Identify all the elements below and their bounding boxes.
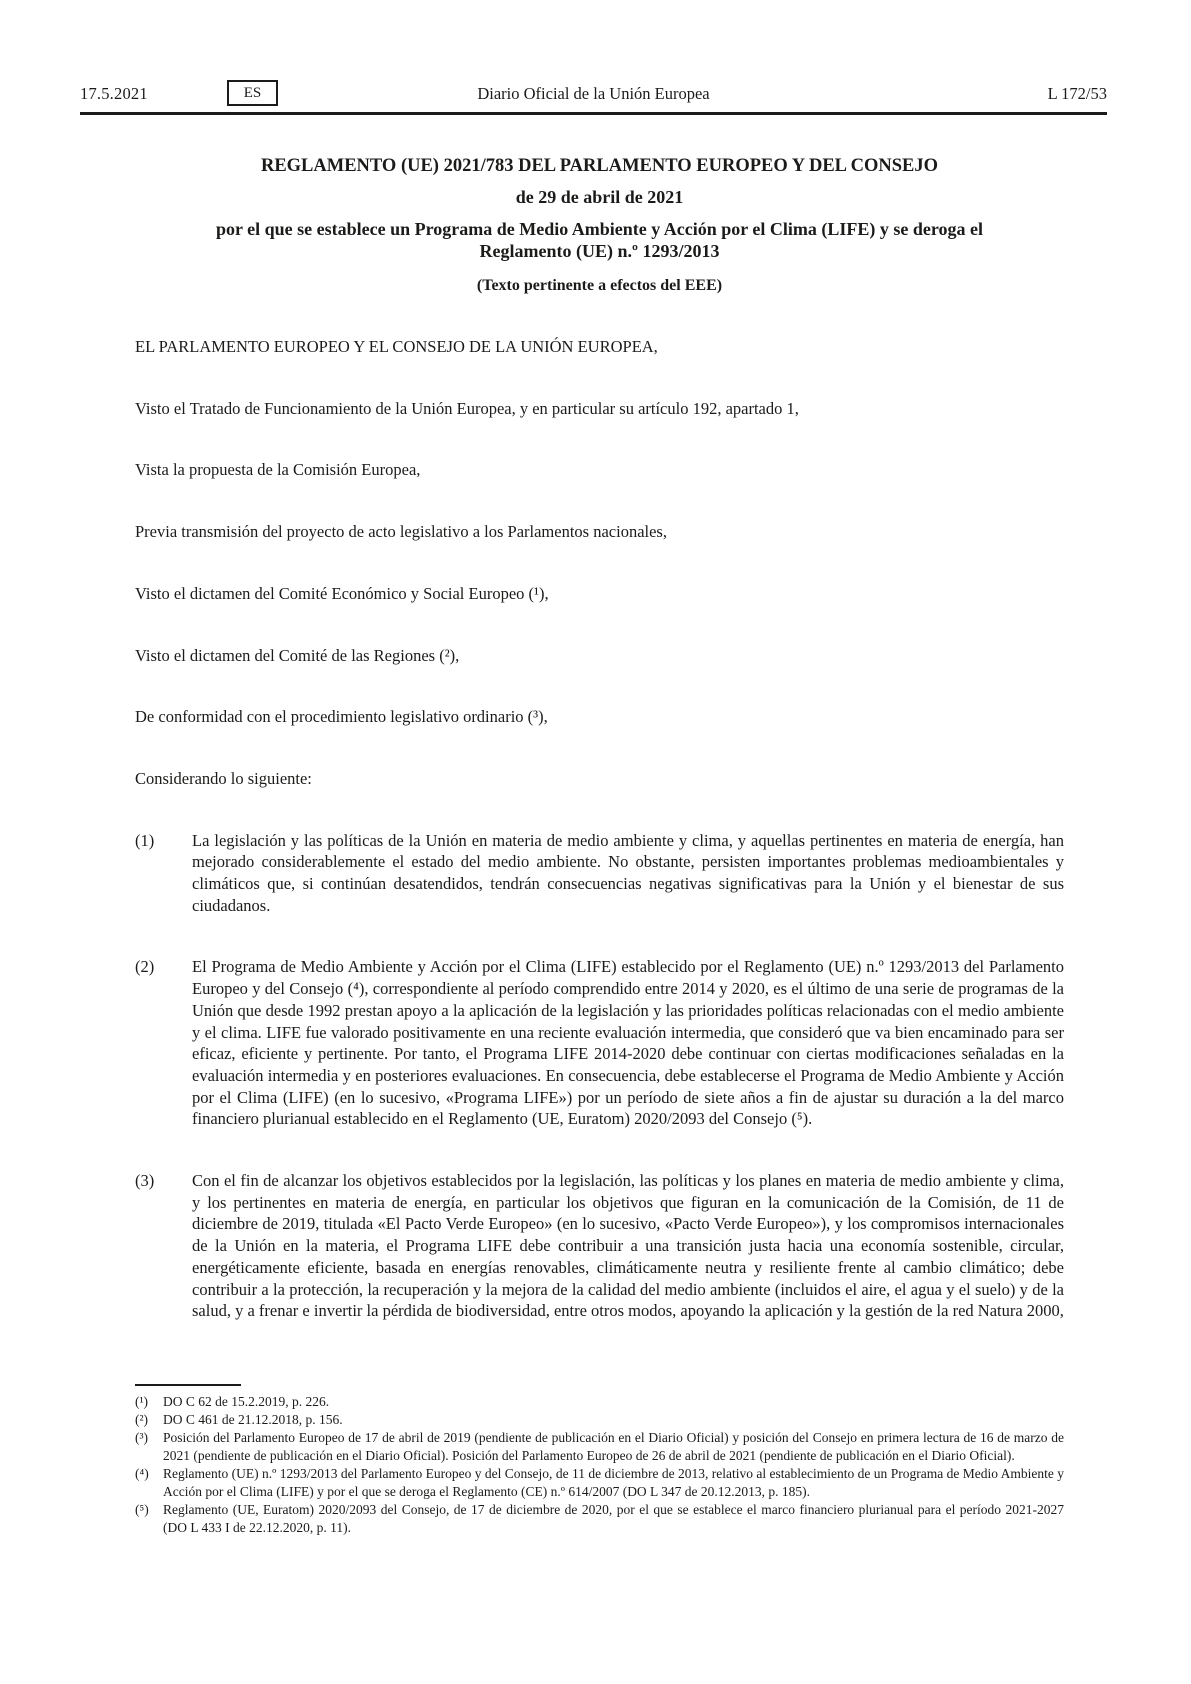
footnote-text: DO C 62 de 15.2.2019, p. 226.: [163, 1394, 330, 1409]
preamble-citation-cor-opinion: Visto el dictamen del Comité de las Regiones (²),: [135, 645, 460, 665]
recital-text: La legislación y las políticas de la Unión en materia de medio ambiente y clima, y aquellas pertinentes en materia de energía, han mejorado considerablemente el estado del medio ambiente. No obstante, persisten importantes problemas medioambientales y climáticos que, si continúan desatendidos, tendrán consecuencias negativas significativas para la Unión y el bienestar de sus ciudadanos.: [192, 830, 1064, 915]
header-date: 17.5.2021: [80, 84, 148, 103]
footnote-text: DO C 461 de 21.12.2018, p. 156.: [163, 1412, 343, 1427]
footnote-marker: (⁴): [135, 1466, 149, 1481]
regulation-title: REGLAMENTO (UE) 2021/783 DEL PARLAMENTO EUROPEO Y DEL CONSEJO: [260, 156, 939, 176]
title-block: [135, 154, 1064, 296]
footnote-marker: (¹): [135, 1394, 149, 1409]
preamble-recitals-intro: Considerando lo siguiente:: [135, 768, 312, 788]
preamble-citation-proposal: Vista la propuesta de la Comisión Europea,: [135, 460, 421, 480]
journal-title: Diario Oficial de la Unión Europea: [477, 84, 710, 103]
header-rule: [80, 112, 1107, 115]
recital-2: [135, 956, 1064, 1130]
recital-text: Con el fin de alcanzar los objetivos establecidos por la legislación, las políticas y los planes en materia de medio ambiente y clima, y los pertinentes en materia de energía, en particular los objetivos que figuran en la comunicación de la Comisión, de 11 de diciembre de 2019, titulada «El Pacto Verde Europeo» (en lo sucesivo, «Pacto Verde Europeo»), y los compromisos internacionales de la Unión en la materia, el Programa LIFE debe contribuir a una transición justa hacia una economía sostenible, circular, energéticamente eficiente, basada en energías renovables, climáticamente neutra y resiliente frente al cambio climático; debe contribuir a la protección, la recuperación y la mejora de la calidad del medio ambiente (incluidos el aire, el agua y el suelo) y de la salud, y a frenar e invertir la pérdida de biodiversidad, entre otros modos, apoyando la aplicación y la gestión de la red Natura 2000,: [192, 1171, 1064, 1321]
preamble-citation-treaty: Visto el Tratado de Funcionamiento de la Unión Europea, y en particular su artículo 192, apartado 1,: [135, 398, 799, 418]
recital-number: (3): [135, 1171, 155, 1191]
preamble: [135, 336, 1064, 790]
footnote-text: Posición del Parlamento Europeo de 17 de abril de 2019 (pendiente de publicación en el Diario Oficial) y posición del Consejo en primera lectura de 16 de marzo de 2021 (pendiente de publicación en el Diario Oficial). Posición del Parlamento Europeo de 26 de abril de 2021 (pendiente de publicación en el Diario Oficial).: [163, 1430, 1064, 1463]
recital-number: (1): [135, 830, 155, 850]
recital-text: El Programa de Medio Ambiente y Acción por el Clima (LIFE) establecido por el Reglamento (UE) n.º 1293/2013 del Parlamento Europeo y del Consejo (⁴), correspondiente al período comprendido entre 2014 y 2020, es el último de una serie de programas de la Unión que desde 1992 prestan apoyo a la aplicación de la legislación y las prioridades políticas relacionadas con el medio ambiente y el clima. LIFE fue valorado positivamente en una reciente evaluación intermedia, que consideró que va bien encaminado para ser eficaz, eficiente y pertinente. Por tanto, el Programa LIFE 2014-2020 debe continuar con ciertas modificaciones señaladas en la evaluación intermedia y en posteriores evaluaciones. En consecuencia, debe establecerse el Programa de Medio Ambiente y Acción por el Clima (LIFE) (en lo sucesivo, «Programa LIFE») por un período de siete años a fin de ajustar su duración a la del marco financiero plurianual establecido en el Reglamento (UE, Euratom) 2020/2093 del Consejo (⁵).: [192, 957, 1064, 1129]
preamble-citation-procedure: De conformidad con el procedimiento legislativo ordinario (³),: [135, 707, 548, 727]
footnote-3: [135, 1429, 1064, 1465]
preamble-citation-eesc-opinion: Visto el dictamen del Comité Económico y Social Europeo (¹),: [135, 583, 549, 603]
eee-relevance-note: (Texto pertinente a efectos del EEE): [476, 277, 723, 294]
regulation-date: de 29 de abril de 2021: [515, 187, 684, 207]
page-reference: L 172/53: [1047, 84, 1107, 103]
recital-1: [135, 830, 1064, 917]
footnote-2: [135, 1411, 1064, 1429]
preamble-institutions: EL PARLAMENTO EUROPEO Y EL CONSEJO DE LA UNIÓN EUROPEA,: [135, 337, 658, 356]
footnote-text: Reglamento (UE, Euratom) 2020/2093 del Consejo, de 17 de diciembre de 2020, por el que se establece el marco financiero plurianual para el período 2021-2027 (DO L 433 I de 22.12.2020, p. 11).: [163, 1502, 1064, 1535]
regulation-subject: por el que se establece un Programa de Medio Ambiente y Acción por el Clima (LIFE) y se deroga el Reglamento (UE) n.º 1293/2013: [215, 219, 984, 261]
footnote-marker: (³): [135, 1430, 149, 1445]
recitals: [135, 830, 1064, 1322]
footnote-separator-rule: [135, 1384, 241, 1386]
footnote-4: [135, 1465, 1064, 1501]
footnote-1: [135, 1393, 1064, 1411]
document-body: [135, 150, 1064, 1362]
footnote-text: Reglamento (UE) n.º 1293/2013 del Parlamento Europeo y del Consejo, de 11 de diciembre de 2013, relativo al establecimiento de un Programa de Medio Ambiente y Acción por el Clima (LIFE) y por el que se deroga el Reglamento (CE) n.º 614/2007 (DO L 347 de 20.12.2013, p. 185).: [163, 1466, 1064, 1499]
recital-number: (2): [135, 957, 155, 977]
footnote-5: [135, 1501, 1064, 1537]
page-header: [80, 80, 1107, 110]
footnote-marker: (⁵): [135, 1502, 149, 1517]
language-code-box: ES: [227, 80, 278, 106]
recital-3: [135, 1170, 1064, 1322]
preamble-citation-transmission: Previa transmisión del proyecto de acto legislativo a los Parlamentos nacionales,: [135, 522, 667, 542]
footnotes-section: [135, 1384, 1064, 1537]
footnote-marker: (²): [135, 1412, 149, 1427]
